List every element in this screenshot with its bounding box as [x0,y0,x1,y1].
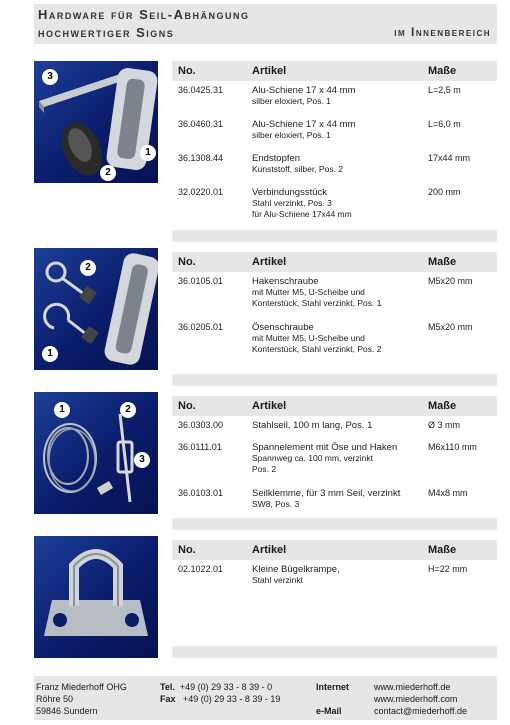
position-badge: 1 [140,145,156,161]
product-table-2 [172,252,497,362]
product-photo-bracket [34,536,158,658]
article-desc: Spannweg ca. 100 mm, verzinkt [252,453,373,463]
fax-number: +49 (0) 29 33 - 8 39 - 19 [183,694,281,704]
article-size: 200 mm [428,187,461,197]
article-name: Kleine Bügelkrampe, [252,564,340,575]
article-size: L=6,0 m [428,119,461,129]
online-values [374,681,467,717]
article-size: M5x20 mm [428,322,473,332]
table-row [172,85,497,119]
column-header-masse: Maße [428,544,457,556]
city: 59846 Sundern [36,706,98,716]
product-photo-cable [34,392,158,514]
company-name: Franz Miederhoff OHG [36,682,127,692]
table-row [172,276,497,322]
email-link[interactable]: contact@miederhoff.de [374,706,468,716]
page-header [34,4,497,44]
position-badge: 1 [54,402,70,418]
bracket-illustration [34,536,158,658]
column-header-no: No. [178,256,196,268]
column-header-masse: Maße [428,256,457,268]
position-badge: 1 [42,346,58,362]
article-name: Hakenschraube [252,276,319,287]
article-number: 36.0460.31 [178,119,224,129]
section-divider [172,646,497,658]
table-row [172,420,497,442]
tel-label: Tel. [160,682,175,692]
article-number: 36.0205.01 [178,322,224,332]
table-header [172,61,497,81]
column-header-no: No. [178,544,196,556]
column-header-no: No. [178,400,196,412]
column-header-artikel: Artikel [252,400,287,412]
product-photo-screws [34,248,158,370]
internet-label: Internet [316,682,350,692]
article-name: Ösenschraube [252,322,314,333]
article-size: M5x20 mm [428,276,473,286]
column-header-no: No. [178,65,196,77]
position-badge: 2 [80,260,96,276]
article-desc: Konterstück, Stahl verzinkt, Pos. 1 [252,298,382,308]
article-name: Alu-Schiene 17 x 44 mm [252,85,356,96]
column-header-masse: Maße [428,65,457,77]
table-row [172,119,497,153]
website-link-com[interactable]: www.miederhoff.com [374,694,458,704]
online-labels [316,681,349,717]
column-header-masse: Maße [428,400,457,412]
section-divider [172,518,497,530]
article-desc: silber eloxiert, Pos. 1 [252,130,331,140]
street: Röhre 50 [36,694,74,704]
article-number: 36.0103.01 [178,488,224,498]
article-name: Verbindungsstück [252,187,327,198]
article-number: 36.0111.01 [178,442,222,452]
table-row [172,442,497,488]
article-name: Endstopfen [252,153,301,164]
website-link-de[interactable]: www.miederhoff.de [374,682,451,692]
header-title-line2: hochwertiger Signs [38,25,175,40]
article-desc: Pos. 2 [252,464,277,474]
position-badge: 3 [42,69,58,85]
article-size: H=22 mm [428,564,468,574]
product-table-4 [172,540,497,594]
table-header [172,396,497,416]
table-row [172,322,497,362]
article-size: Ø 3 mm [428,420,461,430]
contact-footer [34,676,497,720]
article-name: Spannelement mit Öse und Haken [252,442,398,453]
article-number: 36.1308.44 [178,153,224,163]
product-photo-rail [34,61,158,183]
header-subtitle: im Innenbereich [394,25,491,39]
address-block [36,681,127,717]
table-header [172,252,497,272]
header-title-line1: Hardware für Seil-Abhängung [38,7,250,22]
product-table-1 [172,61,497,227]
article-desc: silber eloxiert, Pos. 1 [252,96,331,106]
phone-block [160,681,280,705]
article-desc: SW8, Pos. 3 [252,499,300,509]
table-row [172,153,497,187]
column-header-artikel: Artikel [252,65,287,77]
tel-number: +49 (0) 29 33 - 8 39 - 0 [179,682,273,692]
column-header-artikel: Artikel [252,256,287,268]
article-name: Alu-Schiene 17 x 44 mm [252,119,356,130]
article-size: L=2,5 m [428,85,461,95]
table-header [172,540,497,560]
article-number: 32.0220.01 [178,187,224,197]
article-size: M6x110 mm [428,442,477,452]
table-row [172,564,497,594]
table-row [172,488,497,518]
fax-label: Fax [160,694,176,704]
section-divider [172,230,497,242]
article-number: 02.1022.01 [178,564,224,574]
article-size: M4x8 mm [428,488,468,498]
table-row [172,187,497,227]
article-number: 36.0105.01 [178,276,224,286]
article-desc: Stahl verzinkt, Pos. 3 [252,198,332,208]
article-desc: mit Mutter M5, U-Scheibe und [252,287,365,297]
article-desc: für Alu-Schiene 17x44 mm [252,209,352,219]
email-label: e-Mail [316,706,342,716]
article-name: Stahlseil, 100 m lang, Pos. 1 [252,420,373,431]
article-desc: Kunststoff, silber, Pos. 2 [252,164,344,174]
column-header-artikel: Artikel [252,544,287,556]
article-size: 17x44 mm [428,153,471,163]
article-desc: Konterstück, Stahl verzinkt, Pos. 2 [252,344,382,354]
section-divider [172,374,497,386]
article-name: Seilklemme, für 3 mm Seil, verzinkt [252,488,401,499]
article-desc: Stahl verzinkt [252,575,304,585]
product-table-3 [172,396,497,518]
position-badge: 3 [134,452,150,468]
article-number: 36.0303.00 [178,420,224,430]
article-number: 36.0425.31 [178,85,224,95]
position-badge: 2 [100,165,116,181]
article-desc: mit Mutter M5, U-Scheibe und [252,333,365,343]
position-badge: 2 [120,402,136,418]
